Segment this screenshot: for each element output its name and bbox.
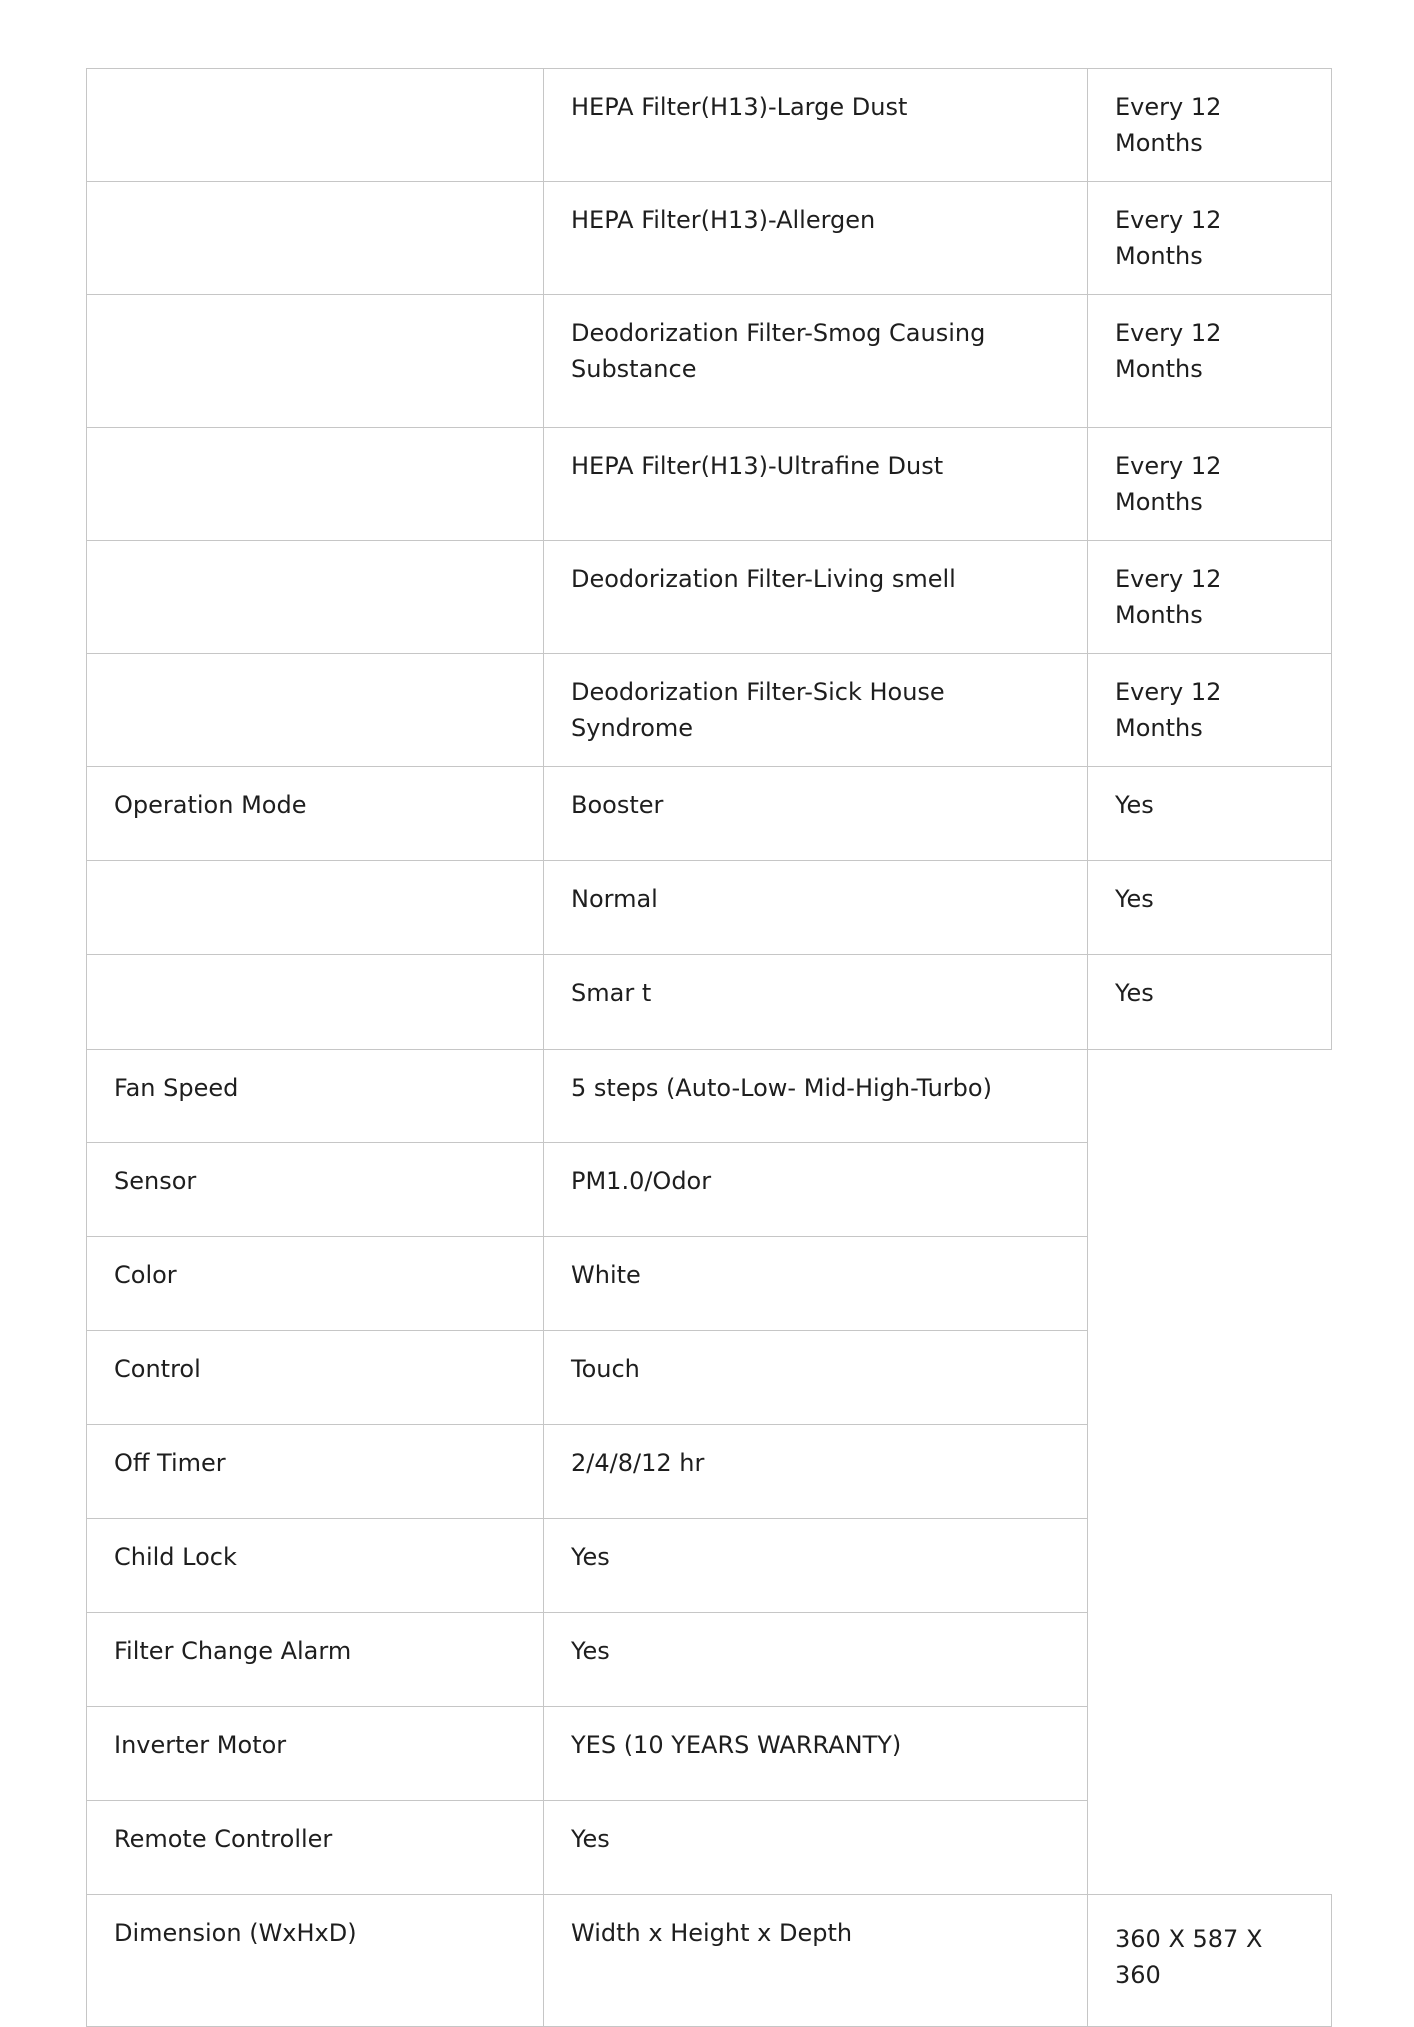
spec-label-cell [87, 428, 544, 541]
spec-item-cell: Booster [544, 767, 1088, 861]
table-row [87, 1613, 1332, 1707]
spec-value-cell: Every 12 Months [1088, 295, 1332, 428]
spec-item-cell: HEPA Filter(H13)-Ultrafine Dust [544, 428, 1088, 541]
spec-item-cell: Deodorization Filter-Sick House Syndrome [544, 654, 1088, 767]
spec-label-cell: Off Timer [87, 1425, 544, 1519]
spec-item-cell: HEPA Filter(H13)-Large Dust [544, 69, 1088, 182]
table-row [87, 1801, 1332, 1895]
specifications-table [86, 68, 1332, 2027]
empty-cell [1088, 1801, 1332, 1895]
spec-value-cell: Yes [1088, 861, 1332, 955]
spec-item-cell: Deodorization Filter-Smog Causing Substance [544, 295, 1088, 428]
spec-label-cell [87, 955, 544, 1050]
spec-item-cell: White [544, 1237, 1088, 1331]
empty-cell [1088, 1331, 1332, 1425]
table-row [87, 541, 1332, 654]
table-row [87, 69, 1332, 182]
table-row [87, 767, 1332, 861]
table-row [87, 1519, 1332, 1613]
spec-item-cell: Touch [544, 1331, 1088, 1425]
table-row [87, 428, 1332, 541]
spec-label-cell: Dimension (WxHxD) [87, 1895, 544, 2027]
spec-item-cell: Normal [544, 861, 1088, 955]
spec-value-cell: Yes [1088, 767, 1332, 861]
spec-item-cell: HEPA Filter(H13)-Allergen [544, 182, 1088, 295]
spec-item-cell: 5 steps (Auto-Low- Mid-High-Turbo) [544, 1050, 1088, 1143]
spec-label-cell [87, 541, 544, 654]
empty-cell [1088, 1237, 1332, 1331]
spec-item-cell: Smar t [544, 955, 1088, 1050]
spec-value-cell: Every 12 Months [1088, 182, 1332, 295]
spec-value-cell: Every 12 Months [1088, 654, 1332, 767]
spec-item-cell: 2/4/8/12 hr [544, 1425, 1088, 1519]
table-row [87, 1425, 1332, 1519]
empty-cell [1088, 1425, 1332, 1519]
empty-cell [1088, 1613, 1332, 1707]
spec-label-cell: Operation Mode [87, 767, 544, 861]
spec-value-cell: Every 12 Months [1088, 541, 1332, 654]
spec-label-cell [87, 69, 544, 182]
table-row [87, 861, 1332, 955]
spec-label-cell: Inverter Motor [87, 1707, 544, 1801]
table-row [87, 1237, 1332, 1331]
table-row [87, 1331, 1332, 1425]
empty-cell [1088, 1143, 1332, 1237]
empty-cell [1088, 1050, 1332, 1143]
spec-label-cell [87, 182, 544, 295]
spec-value-cell: Every 12 Months [1088, 69, 1332, 182]
empty-cell [1088, 1519, 1332, 1613]
spec-item-cell: Width x Height x Depth [544, 1895, 1088, 2027]
spec-item-cell: Yes [544, 1519, 1088, 1613]
spec-item-cell: Yes [544, 1801, 1088, 1895]
spec-label-cell: Fan Speed [87, 1050, 544, 1143]
spec-label-cell: Filter Change Alarm [87, 1613, 544, 1707]
spec-label-cell: Color [87, 1237, 544, 1331]
empty-cell [1088, 1707, 1332, 1801]
table-row [87, 1707, 1332, 1801]
table-row [87, 182, 1332, 295]
spec-label-cell: Control [87, 1331, 544, 1425]
spec-label-cell: Remote Controller [87, 1801, 544, 1895]
spec-value-cell: Every 12 Months [1088, 428, 1332, 541]
spec-value-cell: Yes [1088, 955, 1332, 1050]
spec-label-cell [87, 861, 544, 955]
spec-value-cell: 360 X 587 X 360 [1088, 1895, 1332, 2027]
table-row [87, 1895, 1332, 2027]
spec-label-cell [87, 295, 544, 428]
spec-item-cell: Deodorization Filter-Living smell [544, 541, 1088, 654]
table-row [87, 295, 1332, 428]
table-row [87, 1050, 1332, 1143]
spec-item-cell: YES (10 YEARS WARRANTY) [544, 1707, 1088, 1801]
spec-item-cell: PM1.0/Odor [544, 1143, 1088, 1237]
spec-label-cell: Sensor [87, 1143, 544, 1237]
spec-label-cell [87, 654, 544, 767]
table-row [87, 955, 1332, 1050]
table-row [87, 654, 1332, 767]
spec-item-cell: Yes [544, 1613, 1088, 1707]
table-row [87, 1143, 1332, 1237]
spec-label-cell: Child Lock [87, 1519, 544, 1613]
